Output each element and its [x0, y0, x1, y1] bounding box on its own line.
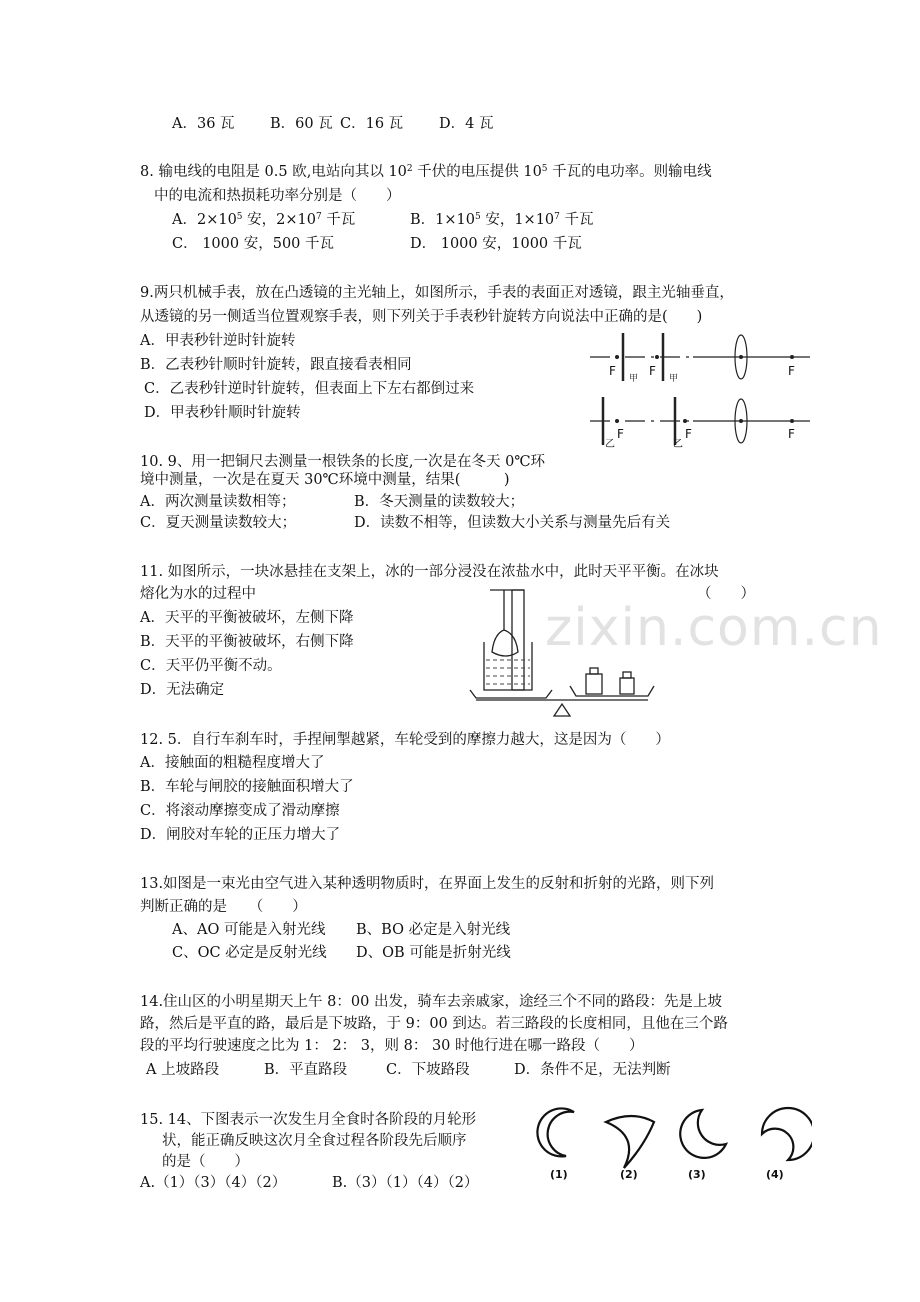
- q8-option-c[interactable]: C． 1000 安，500 千瓦: [172, 236, 334, 252]
- watermark: zixin.com.cn: [545, 598, 883, 658]
- q13-stem-line1: 13.如图是一束光由空气进入某种透明物质时，在界面上发生的反射和折射的光路，则下列: [140, 876, 715, 892]
- lens-watch-diagram: [585, 325, 815, 455]
- lunar-eclipse-phases: [536, 1100, 812, 1188]
- moon-label-2: (2): [620, 1168, 638, 1181]
- ice-block: [492, 630, 518, 656]
- q12-option-c[interactable]: C．将滚动摩擦变成了滑动摩擦: [140, 803, 340, 819]
- q11-option-c[interactable]: C．天平仍平衡不动。: [140, 658, 282, 674]
- label-f: F: [649, 364, 656, 378]
- moon-phase-1: [537, 1108, 574, 1156]
- q8-stem-line2: 中的电流和热损耗功率分别是（ ）: [154, 188, 401, 204]
- q15-stem-line3: 的是（ ）: [162, 1154, 249, 1170]
- q11-stem-line2: 熔化为水的过程中: [140, 586, 256, 602]
- q7-option-b[interactable]: B．60 瓦: [270, 116, 333, 132]
- q14-option-a[interactable]: A 上坡路段: [146, 1062, 220, 1078]
- q11-option-d[interactable]: D．无法确定: [140, 682, 225, 698]
- right-pan: [570, 686, 654, 696]
- q15-option-b[interactable]: B.（3）（1）（4）（2）: [332, 1175, 479, 1191]
- q9-stem-line1: 9.两只机械手表，放在凸透镜的主光轴上，如图所示，手表的表面正对透镜，跟主光轴垂直，: [140, 285, 734, 301]
- q7-option-a[interactable]: A．36 瓦: [172, 116, 235, 132]
- q7-option-d[interactable]: D．4 瓦: [439, 116, 494, 132]
- focus-point: [615, 419, 619, 423]
- q14-option-c[interactable]: C．下坡路段: [386, 1062, 470, 1078]
- focus-point: [655, 355, 659, 359]
- q14-stem-line2: 路，然后是平直的路，最后是下坡路，于 9：00 到达。若三路段的长度相同，且他在三个路: [140, 1016, 728, 1032]
- q8-option-a[interactable]: A．$2\times 10^5$ 安，$2\times 10^7$ 千瓦: [172, 212, 356, 228]
- q11-option-b[interactable]: B．天平的平衡被破坏，右侧下降: [140, 634, 354, 650]
- moon-phase-4: [762, 1108, 812, 1160]
- q9-stem-line2: 从透镜的另一侧适当位置观察手表，则下列关于手表秒针旋转方向说法中正确的是( ): [140, 309, 703, 325]
- moon-label-1: (1): [550, 1168, 568, 1181]
- q10-option-c[interactable]: C．夏天测量读数较大；: [140, 515, 297, 531]
- fulcrum: [554, 704, 570, 716]
- label-jia: 甲: [669, 374, 679, 384]
- q10-option-a[interactable]: A．两次测量读数相等；: [140, 494, 296, 510]
- q8-option-b[interactable]: B．$1\times 10^5$ 安，$1\times 10^7$ 千瓦: [410, 212, 594, 228]
- label-yi: 乙: [673, 439, 683, 450]
- q12-stem: 12. 5．自行车刹车时，手捏闸掣越紧，车轮受到的摩擦力越大，这是因为（ ）: [140, 732, 670, 748]
- q9-option-c[interactable]: C．乙表秒针逆时针旋转，但表面上下左右都倒过来: [144, 381, 475, 397]
- q10-stem-line1: 10. 9、用一把铜尺去测量一根铁条的长度,一次是在冬天 0℃环: [140, 454, 546, 470]
- q9-option-a[interactable]: A．甲表秒针逆时针旋转: [140, 333, 296, 349]
- q9-option-b[interactable]: B．乙表秒针顺时针旋转，跟直接看表相同: [140, 357, 412, 373]
- q10-option-d[interactable]: D．读数不相等，但读数大小关系与测量先后有关: [354, 515, 671, 531]
- q14-stem-line3: 段的平均行驶速度之比为 1： 2： 3，则 8： 30 时他行进在哪一路段（ ）: [140, 1038, 644, 1054]
- q13-stem-line2: 判断正确的是 （ ）: [140, 899, 307, 915]
- q9-option-d[interactable]: D．甲表秒针顺时针旋转: [144, 405, 301, 421]
- q7-option-c[interactable]: C．16 瓦: [340, 116, 404, 132]
- moon-phase-3: [680, 1110, 726, 1158]
- weight-left: [586, 674, 602, 694]
- support-post: [512, 590, 524, 690]
- q14-option-d[interactable]: D．条件不足，无法判断: [514, 1062, 671, 1078]
- label-f: F: [788, 427, 795, 441]
- q15-stem-line1: 15. 14、下图表示一次发生月全食时各阶段的月轮形: [140, 1112, 477, 1128]
- q13-option-a[interactable]: A、AO 可能是入射光线: [172, 922, 326, 938]
- q12-option-b[interactable]: B．车轮与闸胶的接触面积增大了: [140, 779, 354, 795]
- lens-center-point: [739, 355, 743, 359]
- focus-point: [790, 355, 794, 359]
- q10-stem-line2: 境中测量，一次是在夏天 30℃环境中测量，结果( ): [140, 472, 510, 488]
- label-f: F: [788, 364, 795, 378]
- q12-option-d[interactable]: D．闸胶对车轮的正压力增大了: [140, 827, 341, 843]
- weight-knob: [623, 672, 631, 678]
- q15-stem-line2: 状，能正确反映这次月全食过程各阶段先后顺序: [162, 1133, 467, 1149]
- q14-stem-line1: 14.住山区的小明星期天上午 8：00 出发，骑车去亲戚家，途经三个不同的路段：先是上坡: [140, 994, 722, 1010]
- q12-option-a[interactable]: A．接触面的粗糙程度增大了: [140, 755, 325, 771]
- q11-answer-paren: （ ）: [697, 586, 755, 602]
- beaker: [484, 642, 532, 690]
- q10-option-b[interactable]: B．冬天测量的读数较大；: [354, 494, 525, 510]
- left-pan: [470, 690, 552, 698]
- focus-point: [615, 355, 619, 359]
- label-jia: 甲: [629, 374, 639, 384]
- moon-label-3: (3): [688, 1168, 706, 1181]
- q13-option-d[interactable]: D、OB 可能是折射光线: [356, 945, 511, 961]
- q8-stem-line1: 8. 输电线的电阻是 0.5 欧,电站向其以 $10^2$ 千伏的电压提供 $10^5$ 千瓦的电功率。则输电线: [140, 164, 712, 180]
- q15-option-a[interactable]: A.（1）（3）（4）（2）: [140, 1175, 287, 1191]
- label-f: F: [685, 427, 692, 441]
- lens-center-point: [739, 419, 743, 423]
- q13-option-c[interactable]: C、OC 必定是反射光线: [172, 945, 327, 961]
- q11-stem-line1: 11. 如图所示，一块冰悬挂在支架上，冰的一部分浸没在浓盐水中，此时天平平衡。在冰块: [140, 564, 719, 580]
- balance-ice-diagram: [462, 582, 662, 722]
- label-f: F: [617, 427, 624, 441]
- label-yi: 乙: [605, 439, 615, 450]
- q13-option-b[interactable]: B、BO 必定是入射光线: [356, 922, 511, 938]
- focus-point: [790, 419, 794, 423]
- weight-right: [620, 678, 634, 694]
- moon-phase-2: [606, 1116, 654, 1168]
- focus-point: [683, 419, 687, 423]
- q11-option-a[interactable]: A．天平的平衡被破坏，左侧下降: [140, 610, 354, 626]
- weight-knob: [590, 668, 598, 674]
- q14-option-b[interactable]: B．平直路段: [264, 1062, 348, 1078]
- q8-option-d[interactable]: D． 1000 安，1000 千瓦: [410, 236, 582, 252]
- label-f: F: [609, 364, 616, 378]
- moon-label-4: (4): [766, 1168, 784, 1181]
